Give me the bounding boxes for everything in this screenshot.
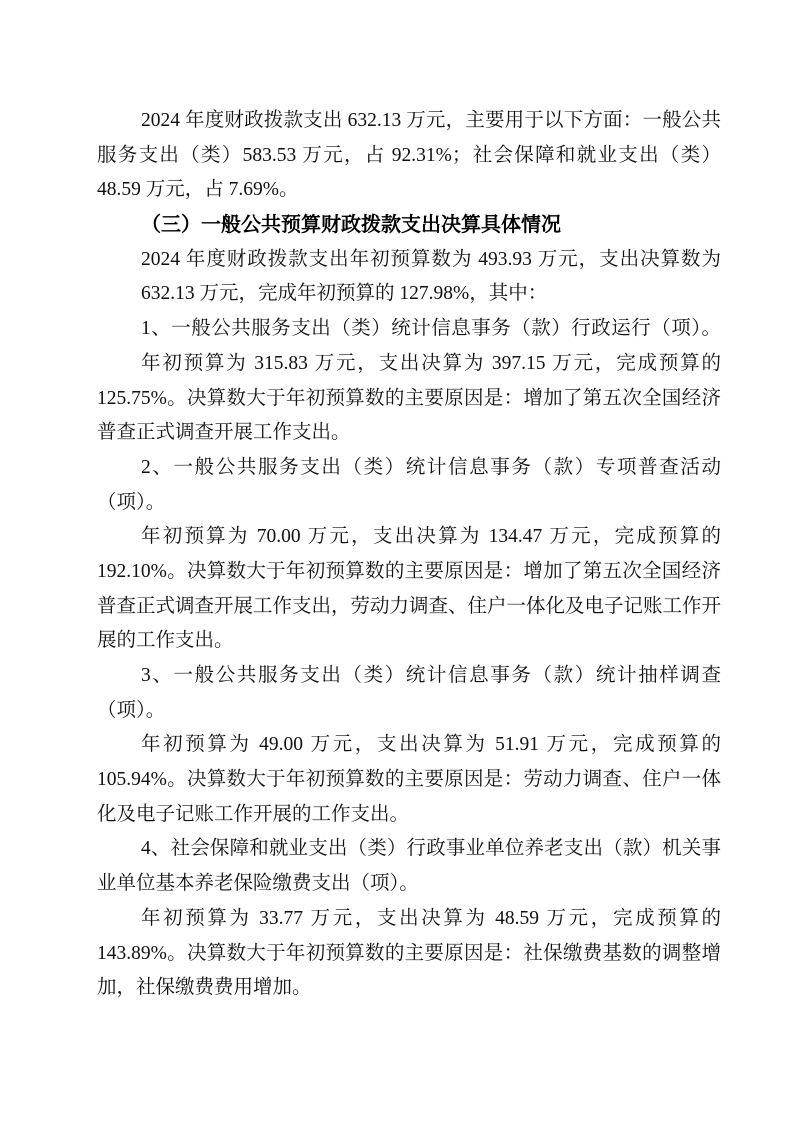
doc-line: 年初预算为 49.00 万元，支出决算为 51.91 万元，完成预算的 — [141, 734, 721, 756]
doc-line: 化及电子记账工作开展的工作支出。 — [97, 803, 410, 825]
doc-line: 年初预算为 315.83 万元，支出决算为 397.15 万元，完成预算的 — [141, 352, 721, 374]
doc-line: 服务支出（类）583.53 万元，占 92.31%；社会保障和就业支出（类） — [97, 144, 721, 166]
doc-line: 125.75%。决算数大于年初预算数的主要原因是：增加了第五次全国经济 — [97, 387, 721, 409]
doc-line: 业单位基本养老保险缴费支出（项）。 — [97, 873, 419, 895]
doc-line: 143.89%。决算数大于年初预算数的主要原因是：社保缴费基数的调整增 — [97, 942, 721, 964]
doc-line-item-1: 1、一般公共服务支出（类）统计信息事务（款）行政运行（项）。 — [141, 318, 721, 340]
doc-line: 年初预算为 70.00 万元，支出决算为 134.47 万元，完成预算的 — [141, 526, 721, 548]
doc-line: 2024 年度财政拨款支出年初预算数为 493.93 万元，支出决算数为 — [141, 248, 721, 270]
doc-line: 2024 年度财政拨款支出 632.13 万元，主要用于以下方面：一般公共 — [141, 110, 721, 131]
doc-line: 加，社保缴费费用增加。 — [97, 977, 312, 999]
doc-line: 展的工作支出。 — [97, 630, 234, 652]
section-heading: （三）一般公共预算财政拨款支出决算具体情况 — [141, 214, 561, 237]
doc-line: 48.59 万元，占 7.69%。 — [97, 179, 299, 201]
doc-line: （项）。 — [97, 699, 166, 721]
doc-line: （项）。 — [97, 491, 166, 513]
doc-line: 普查正式调查开展工作支出，劳动力调查、住户一体化及电子记账工作开 — [97, 595, 722, 617]
doc-line: 年初预算为 33.77 万元，支出决算为 48.59 万元，完成预算的 — [141, 907, 721, 929]
doc-line: 192.10%。决算数大于年初预算数的主要原因是：增加了第五次全国经济 — [97, 560, 721, 582]
doc-line-item-2: 2、一般公共服务支出（类）统计信息事务（款）专项普查活动 — [141, 456, 721, 478]
doc-line: 632.13 万元，完成年初预算的 127.98%，其中： — [141, 283, 548, 305]
doc-line: 105.94%。决算数大于年初预算数的主要原因是：劳动力调查、住户一体 — [97, 769, 721, 791]
doc-line-item-4: 4、社会保障和就业支出（类）行政事业单位养老支出（款）机关事 — [141, 838, 721, 860]
doc-line-item-3: 3、一般公共服务支出（类）统计信息事务（款）统计抽样调查 — [141, 665, 721, 686]
doc-line: 普查正式调查开展工作支出。 — [97, 422, 351, 444]
